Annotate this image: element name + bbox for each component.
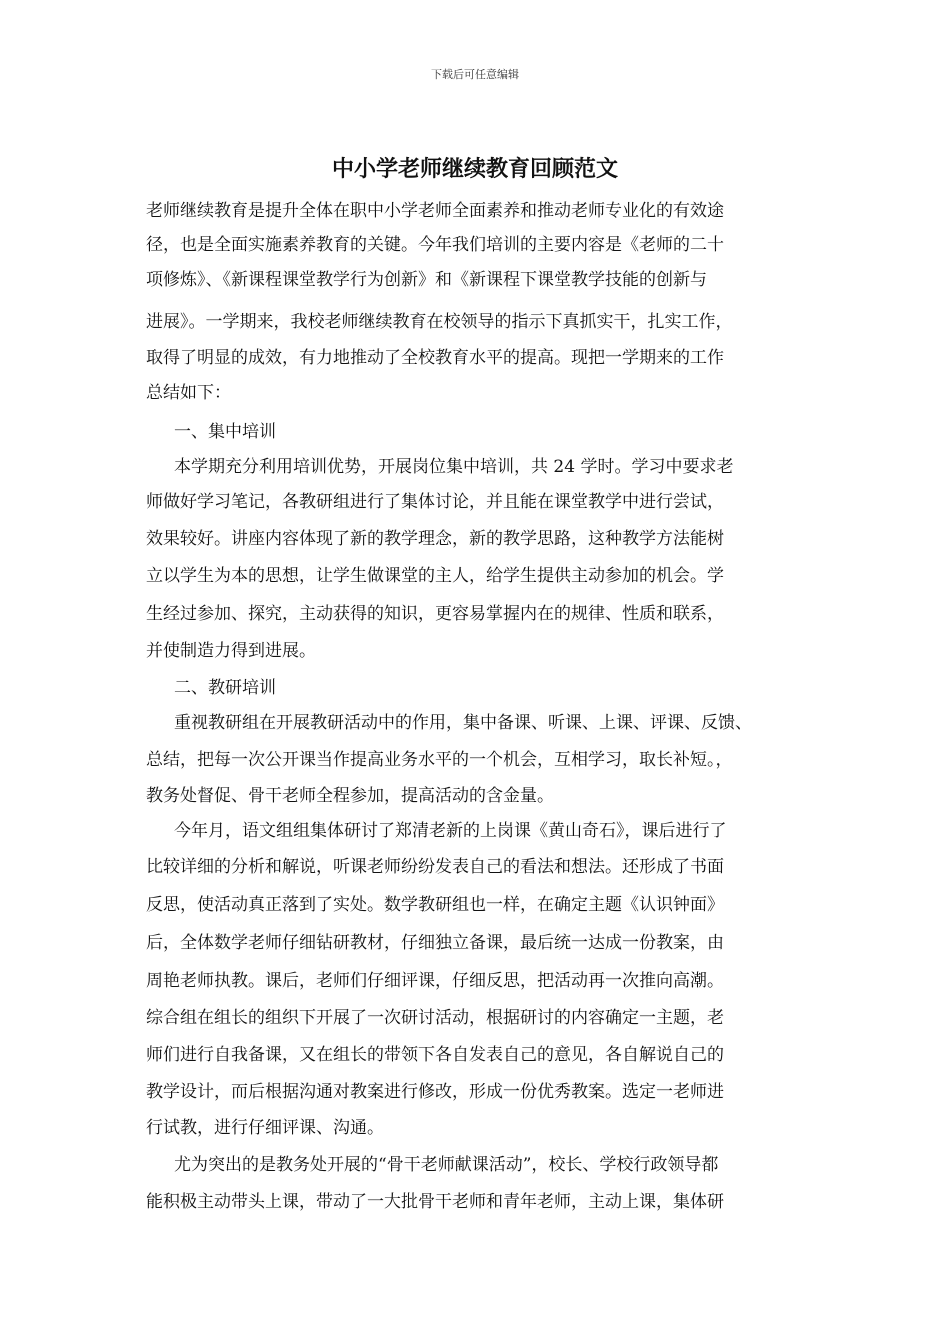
text-line: 教务处督促、骨干老师全程参加，提高活动的含金量。 bbox=[146, 786, 554, 806]
text-line: 周艳老师执教。课后，老师们仔细评课，仔细反思，把活动再一次推向高潮。 bbox=[146, 971, 724, 991]
text-line: 综合组在组长的组织下开展了一次研讨活动，根据研讨的内容确定一主题，老 bbox=[146, 1008, 724, 1028]
text-line: 总结，把每一次公开课当作提高业务水平的一个机会，互相学习，取长补短。， bbox=[146, 750, 733, 770]
text-line: 本学期充分利用培训优势，开展岗位集中培训，共 24 学时。学习中要求老 bbox=[174, 457, 734, 477]
page-header: 下载后可任意编辑 bbox=[431, 68, 519, 81]
text-line: 立以学生为本的思想，让学生做课堂的主人，给学生提供主动参加的机会。学 bbox=[146, 566, 724, 586]
text-line: 后，全体数学老师仔细钻研教材，仔细独立备课，最后统一达成一份教案，由 bbox=[146, 933, 724, 953]
text-line: 能积极主动带头上课，带动了一大批骨干老师和青年老师，主动上课，集体研 bbox=[146, 1192, 724, 1212]
text-line: 师们进行自我备课，又在组长的带领下各自发表自己的意见，各自解说自己的 bbox=[146, 1045, 724, 1065]
text-line: 并使制造力得到进展。 bbox=[146, 641, 316, 661]
section-heading: 一、集中培训 bbox=[174, 422, 276, 442]
text-line: 行试教，进行仔细评课、沟通。 bbox=[146, 1118, 384, 1138]
section-heading: 二、教研培训 bbox=[174, 678, 276, 698]
text-line: 教学设计，而后根据沟通对教案进行修改，形成一份优秀教案。选定一老师进 bbox=[146, 1082, 724, 1102]
text-line: 效果较好。讲座内容体现了新的教学理念，新的教学思路，这种教学方法能树 bbox=[146, 529, 724, 549]
text-line: 老师继续教育是提升全体在职中小学老师全面素养和推动老师专业化的有效途 bbox=[146, 201, 724, 221]
text-line: 总结如下： bbox=[146, 383, 231, 403]
text-line: 取得了明显的成效，有力地推动了全校教育水平的提高。现把一学期来的工作 bbox=[146, 348, 724, 368]
text-line: 径，也是全面实施素养教育的关键。今年我们培训的主要内容是《老师的二十 bbox=[146, 235, 724, 255]
text-line: 比较详细的分析和解说，听课老师纷纷发表自己的看法和想法。还形成了书面 bbox=[146, 857, 724, 877]
text-line: 今年月，语文组组集体研讨了郑清老新的上岗课《黄山奇石》，课后进行了 bbox=[174, 821, 727, 841]
text-line: 生经过参加、探究，主动获得的知识，更容易掌握内在的规律、性质和联系， bbox=[146, 604, 724, 624]
text-line: 尤为突出的是教务处开展的“骨干老师献课活动”，校长、学校行政领导都 bbox=[174, 1155, 719, 1175]
text-line: 进展》。一学期来，我校老师继续教育在校领导的指示下真抓实干，扎实工作， bbox=[146, 312, 733, 332]
text-line: 重视教研组在开展教研活动中的作用，集中备课、听课、上课、评课、反馈、 bbox=[174, 713, 752, 733]
document-title: 中小学老师继续教育回顾范文 bbox=[331, 157, 618, 182]
text-line: 师做好学习笔记，各教研组进行了集体讨论，并且能在课堂教学中进行尝试， bbox=[146, 492, 724, 512]
text-line: 项修炼》、《新课程课堂教学行为创新》和《新课程下课堂教学技能的创新与 bbox=[146, 270, 707, 290]
text-line: 反思，使活动真正落到了实处。数学教研组也一样，在确定主题《认识钟面》 bbox=[146, 895, 724, 915]
